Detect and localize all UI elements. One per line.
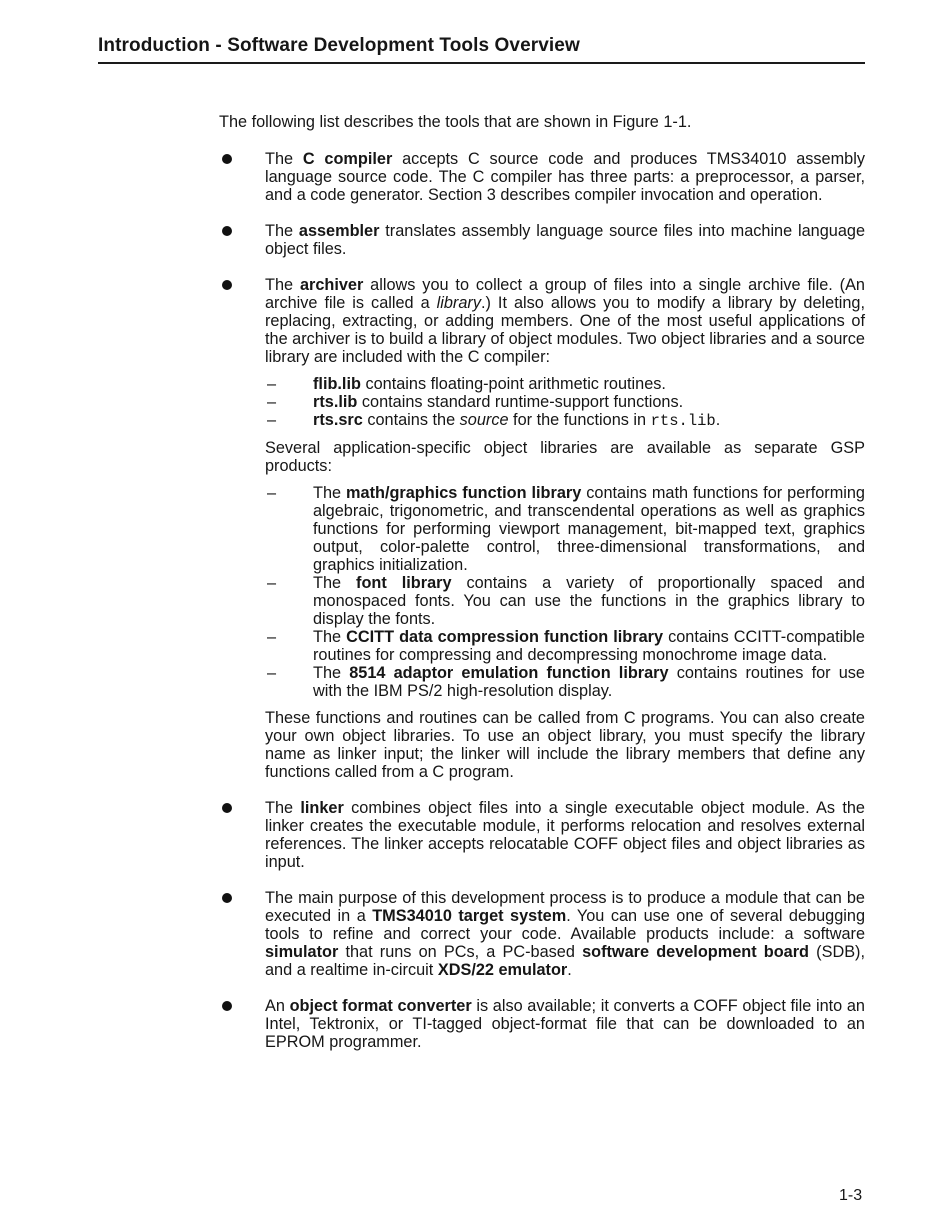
dash-marker: –: [267, 628, 277, 646]
bullet-dot: [222, 154, 232, 164]
bullet-dot: [222, 226, 232, 236]
dash-marker: –: [267, 393, 277, 411]
main-content: [219, 113, 865, 1069]
term-archiver: archiver: [299, 276, 364, 294]
term-linker: linker: [300, 799, 344, 817]
list-item-ccitt: – The CCITT data compression function library contains CCITT-compatible routines for compressing and decompressing monochrome image data.: [267, 628, 865, 664]
bullet-dot: [222, 280, 232, 290]
bullet-dot: [222, 893, 232, 903]
list-item-rts-lib: – rts.lib contains standard runtime-support functions.: [267, 393, 684, 411]
bullet-object-format-converter: An object format converter is also available; it converts a COFF object file into an Intel, Tektronix, or TI-tagged object-format file that can be downloaded to an EPROM programmer.: [219, 997, 865, 1051]
term-c-compiler: C compiler: [302, 150, 393, 168]
bullet-dot: [222, 803, 232, 813]
dash-marker: –: [267, 411, 277, 429]
list-item-8514: – The 8514 adaptor emulation function library contains routines for use with the IBM PS/2 high-resolution display.: [267, 664, 865, 700]
list-item-math-graphics: – The math/graphics function library contains math functions for performing algebraic, trigonometric, and transcendental operations as well as graphics functions for performing viewport management, bit-mapped text, graphics output, color-palette control, three-dimensional transformations, and graphics initialization.: [267, 484, 865, 574]
app-library-list: [265, 484, 865, 700]
term-object-format-converter: object format converter: [289, 997, 472, 1015]
list-item-flib: – flib.lib contains floating-point arithmetic routines.: [267, 375, 666, 393]
term-assembler: assembler: [298, 222, 380, 240]
running-header: Introduction - Software Development Tools Overview: [98, 35, 580, 56]
dash-marker: –: [267, 664, 277, 682]
header-rule: [98, 62, 865, 64]
library-list: [265, 375, 865, 430]
dash-marker: –: [267, 484, 277, 502]
page-number: 1-3: [839, 1187, 863, 1204]
bullet-dot: [222, 1001, 232, 1011]
app-libraries-intro: Several application-specific object libraries are available as separate GSP products:: [265, 439, 865, 475]
list-item-rts-src: – rts.src contains the source for the functions in rts.lib.: [267, 411, 721, 430]
bullet-target-system: The main purpose of this development process is to produce a module that can be executed in a TMS34010 target system. You can use one of several debugging tools to refine and correct your code. Available products include: a software simulator that runs on PCs, a PC-based software development board (SDB), and a realtime in-circuit XDS/22 emulator.: [219, 889, 865, 979]
list-item-font-library: – The font library contains a variety of proportionally spaced and monospaced fonts. You can use the functions in the graphics library to display the fonts.: [267, 574, 865, 628]
archiver-closing: These functions and routines can be called from C programs. You can also create your own object libraries. To use an object library, you must specify the library name as linker input; the linker will include the library members that define any functions called from a C program.: [265, 709, 865, 781]
bullet-linker: The linker combines object files into a single executable object module. As the linker creates the executable module, it performs relocation and resolves external references. The linker accepts relocatable COFF object files and object libraries as input.: [219, 799, 865, 871]
dash-marker: –: [267, 375, 277, 393]
dash-marker: –: [267, 574, 277, 592]
bullet-assembler: The assembler translates assembly language source files into machine language object files.: [219, 222, 865, 258]
intro-paragraph: The following list describes the tools that are shown in Figure 1-1.: [219, 113, 692, 131]
bullet-archiver: The archiver allows you to collect a group of files into a single archive file. (An archive file is called a library.) It also allows you to modify a library by deleting, replacing, extracting, or adding members. One of the most useful applications of the archiver is to build a library of object modules. Two object libraries and a source library are included with the C compiler: – flib.lib contains floating-point arithmetic routines. – rts.lib contains standard runtime-support functions. – rts.src contains the source for the functions in rts.lib. Several application-specific object libraries are available as separate GSP products: – The math/graphics function library contains math functions for performing algebraic, trigonometric, and transcendental operations as well as graphics functions for performing viewport management, bit-mapped text, graphics output, color-palette control, three-dimensional transformations, and graphics initialization. – The font library contains a variety of proportionally spaced and monospaced fonts. You can use the functions in the graphics library to display the fonts. – The CCITT data compression function library contains CCITT-compatible routines for compressing and decompressing monochrome image data. – The 8514 adaptor emulation function library contains routines for use with the IBM PS/2 high-resolution display. These functions and routines can be called from C programs. You can also create your own object libraries. To use an object library, you must specify the library name as linker input; the linker will include the library members that define any functions called from a C program.: [219, 276, 865, 781]
bullet-c-compiler: The C compiler accepts C source code and produces TMS34010 assembly language source code. The C compiler has three parts: a preprocessor, a parser, and a code generator. Section 3 describes compiler invocation and operation.: [219, 150, 865, 204]
